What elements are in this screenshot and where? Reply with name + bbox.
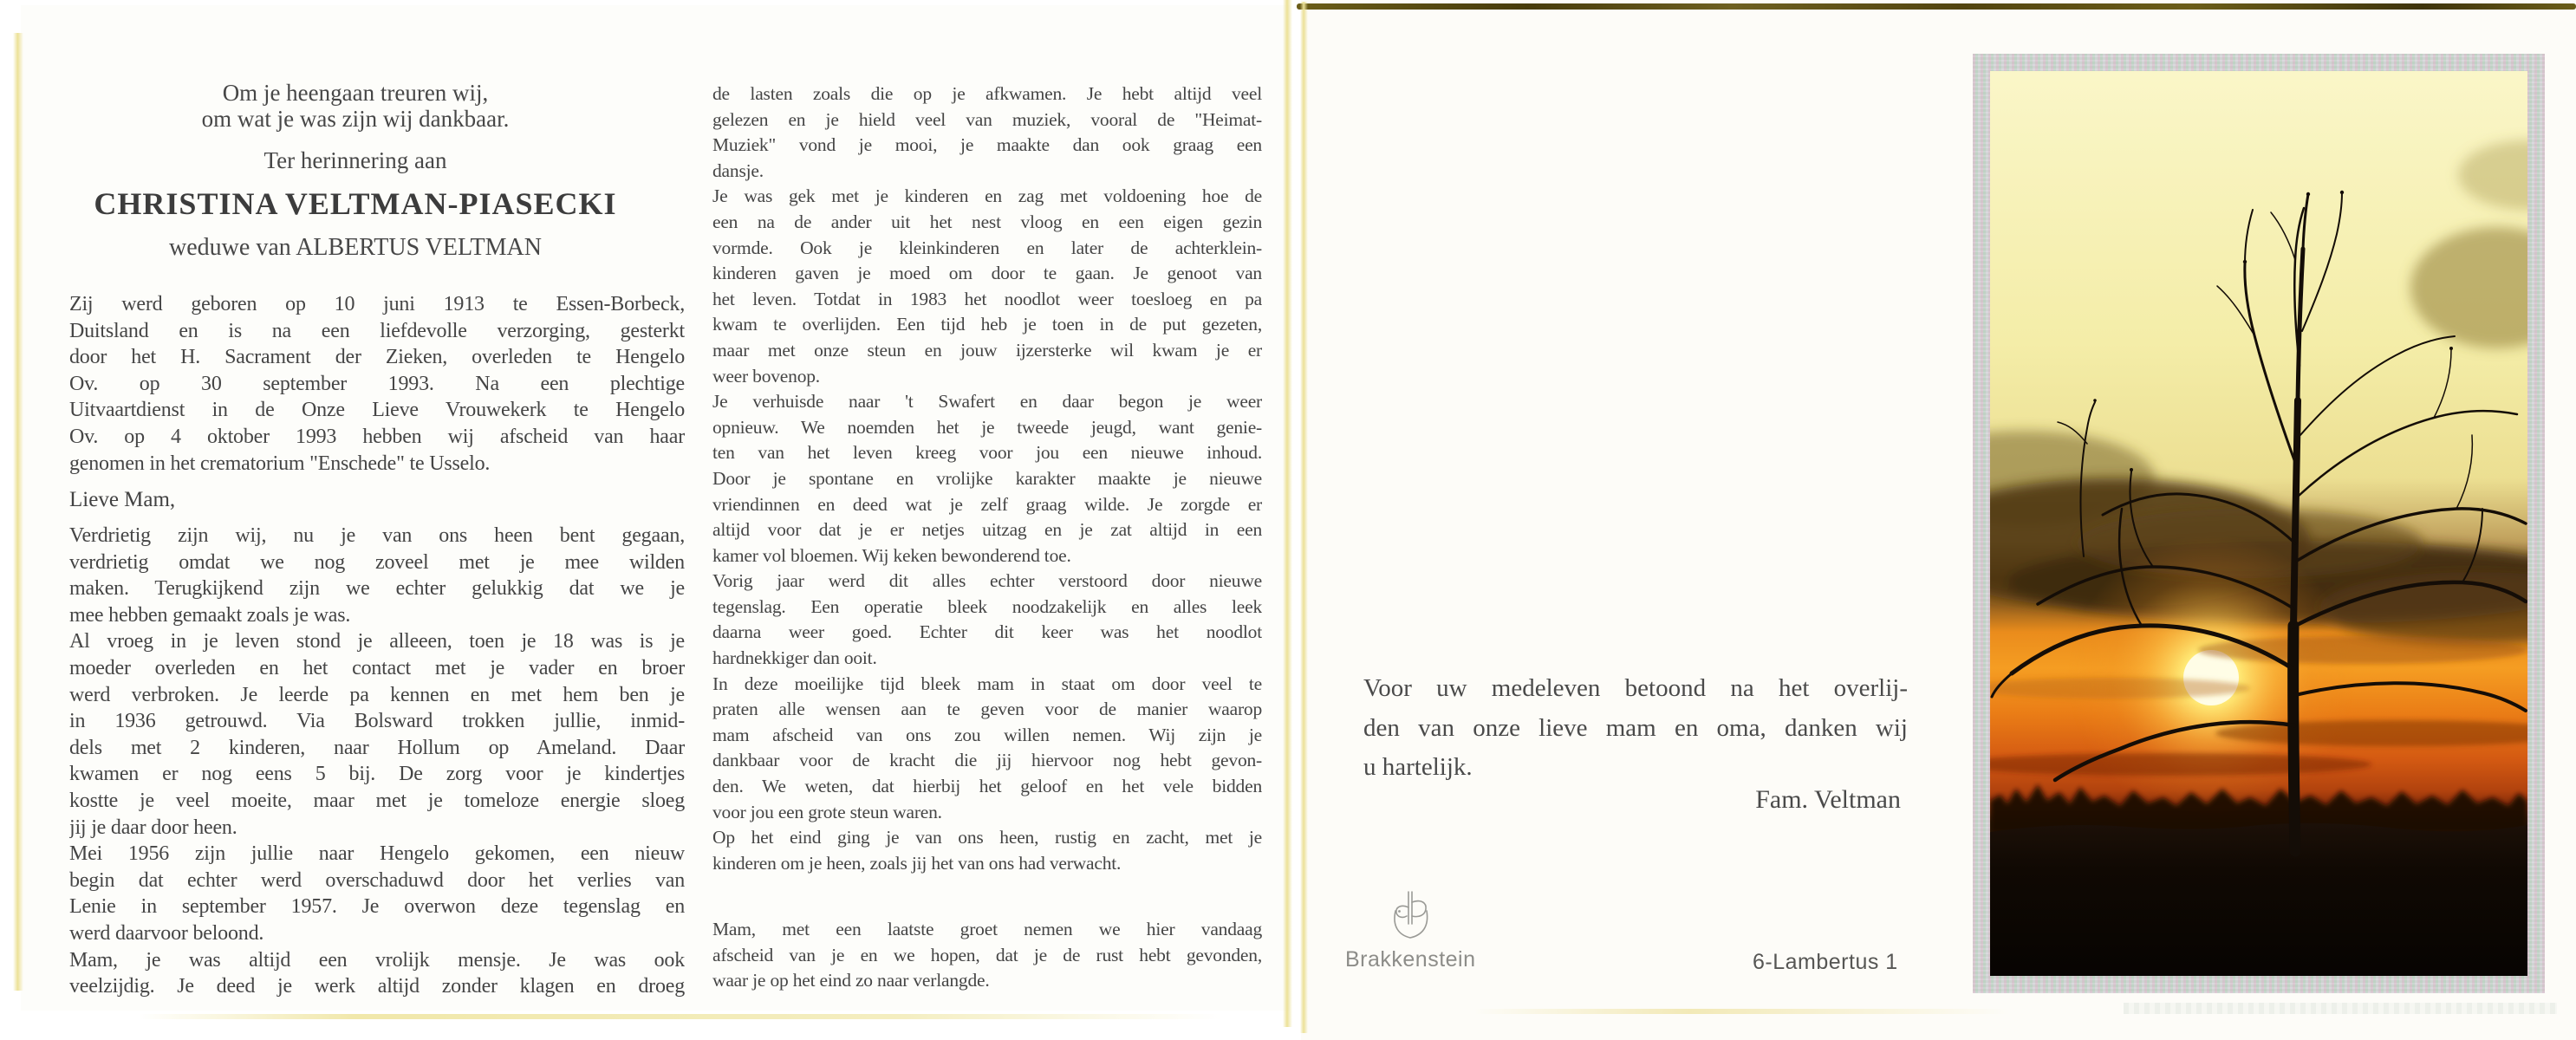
sun <box>2183 650 2239 705</box>
opening-verse-line: Om je heengaan treuren wij, <box>222 80 489 106</box>
text-line: Je verhuisde naar 't Swafert en daar begon je weer <box>712 391 1262 413</box>
text-line: dels met 2 kinderen, naar Hollum op Ameland. Daar <box>69 736 685 759</box>
text-line: Door je spontane en vrolijke karakter maakte je nieuwe <box>712 467 1262 489</box>
family-signature: Fam. Veltman <box>1755 785 1901 814</box>
series-number: 6-Lambertus 1 <box>1753 950 1898 974</box>
text-line: een na de ander uit het nest vloog en een eigen gezin <box>712 211 1262 232</box>
text-line: vormde. Ook je kleinkinderen en later de achterklein- <box>712 237 1262 258</box>
text-line: Ov. op 4 oktober 1993 hebben wij afscheid van haar <box>69 425 685 448</box>
column1-body-text <box>69 523 685 1000</box>
text-line: Al vroeg in je leven stond je alleeen, toen je 18 was is je <box>69 630 685 653</box>
text-line: tegenslag. Een operatie bleek noodzakelijk en alles leek <box>712 595 1262 617</box>
text-line: kostte je veel moeite, maar met je tomeloze energie sloeg <box>69 789 685 812</box>
text-line: Op het eind ging je van ons heen, rustig en zacht, met je <box>712 827 1262 848</box>
text-line: kwam te overlijden. Een tijd heb je toen in de put gezeten, <box>712 314 1262 335</box>
text-line: gelezen en je hield veel van muziek, vooral de "Heimat- <box>712 108 1262 130</box>
brakkenstein-logo-icon <box>1389 889 1434 943</box>
text-line: In deze moeilijke tijd bleek mam in staat om door veel te <box>712 673 1262 694</box>
text-line: den van onze lieve mam en oma, danken wij <box>1363 713 1908 742</box>
text-line: werd verbroken. Je leerde pa kennen en met hem ben je <box>69 683 685 706</box>
text-line: den. We weten, dat hierbij het geloof en het vele bidden <box>712 776 1262 797</box>
card-fold-edge <box>1283 0 1292 1027</box>
scan-artifact-band <box>2124 1003 2557 1014</box>
paragraph <box>712 917 1262 994</box>
text-line: verdrietig omdat we nog zoveel met je mee wilden <box>69 550 685 574</box>
text-line: Duitsland en is na een liefdevolle verzorging, gesterkt <box>69 319 685 342</box>
text-line: u hartelijk. <box>1363 753 1473 781</box>
paragraph <box>712 184 1262 389</box>
paragraph <box>1363 669 1908 788</box>
paragraph <box>69 291 685 477</box>
paragraph <box>69 523 685 628</box>
text-line: mee hebben gemaakt zoals je was. <box>69 603 351 627</box>
text-line: door het H. Sacrament der Zieken, overleden te Hengelo <box>69 346 685 369</box>
text-line: Zij werd geboren op 10 juni 1913 te Essen-Borbeck, <box>69 293 685 315</box>
text-line: hardnekkiger dan ooit. <box>712 647 877 669</box>
text-line: waar je op het eind zo naar verlangde. <box>712 970 990 991</box>
text-line: Vorig jaar werd dit alles echter verstoord door nieuwe <box>712 570 1262 592</box>
text-line: het leven. Totdat in 1983 het noodlot weer toesloeg en pa <box>712 288 1262 309</box>
paragraph <box>712 389 1262 569</box>
text-line: werd daarvoor beloond. <box>69 921 264 945</box>
memorial-photo-frame <box>1973 54 2545 993</box>
text-line: voor jou een grote steun waren. <box>712 801 942 822</box>
salutation: Lieve Mam, <box>69 488 176 511</box>
text-line: dansje. <box>712 159 764 181</box>
acknowledgement-text <box>1363 669 1908 788</box>
text-line: kwamen er nog eens 5 bij. De zorg voor je kindertjes <box>69 763 685 786</box>
sunset-photo <box>1990 71 2527 976</box>
text-line: Mei 1956 zijn jullie naar Hengelo gekomen, een nieuw <box>69 842 685 866</box>
text-line: Verdrietig zijn wij, nu je van ons heen bent gegaan, <box>69 524 685 547</box>
text-line: Voor uw medeleven betoond na het overlij- <box>1363 674 1908 702</box>
text-line: de lasten zoals die op je afkwamen. Je hebt altijd veel <box>712 83 1262 104</box>
text-line: Mam, je was altijd een vrolijk mensje. Je was ook <box>69 948 685 972</box>
text-line: afscheid van je en we hopen, dat je de rust hebt gevonden, <box>712 944 1262 965</box>
text-line: Je was gek met je kinderen en zag met voldoening hoe de <box>712 185 1262 207</box>
opening-verse-line: om wat je was zijn wij dankbaar. <box>201 106 510 132</box>
paragraph <box>712 825 1262 876</box>
text-line: praten alle wensen aan te geven voor de manier waarop <box>712 699 1262 720</box>
memoriam-label: Ter herinnering aan <box>263 147 447 173</box>
paragraph <box>69 841 685 946</box>
text-line: opnieuw. We noemden het je tweede jeugd, want genie- <box>712 416 1262 438</box>
text-line: kinderen gaven je moed om door te gaan. Je genoot van <box>712 263 1262 284</box>
text-line: Ov. op 30 september 1993. Na een plechtige <box>69 372 685 395</box>
paragraph <box>69 628 685 841</box>
text-line: dankbaar voor de kracht die jij hiervoor nog hebt gevon- <box>712 750 1262 771</box>
deceased-name: CHRISTINA VELTMAN-PIASECKI <box>94 186 617 221</box>
foreground-silhouette <box>1990 823 2527 976</box>
text-line: genomen in het crematorium "Enschede" te Usselo. <box>69 452 491 475</box>
card-fold-edge-back <box>1300 2 1308 1033</box>
scan-artifact-line <box>1473 1009 2011 1014</box>
text-line: kamer vol bloemen. Wij keken bewonderend toe. <box>712 544 1071 566</box>
text-line: Uitvaartdienst in de Onze Lieve Vrouwekerk te Hengelo <box>69 399 685 422</box>
paragraph <box>712 672 1262 826</box>
text-line: ten van het leven kreeg voor jou een nieuwe inhoud. <box>712 442 1262 464</box>
biography-intro-paragraph <box>69 291 685 477</box>
card-edge-left <box>13 33 23 991</box>
text-line: moeder overleden en het contact met je vader en broer <box>69 656 685 679</box>
paragraph <box>712 81 1262 184</box>
text-line: vriendinnen en deed wat je zelf graag wilde. Je zorgde er <box>712 493 1262 515</box>
text-line: Mam, met een laatste groet nemen we hier vandaag <box>712 919 1262 939</box>
widow-line: weduwe van ALBERTUS VELTMAN <box>169 234 542 261</box>
text-line: daarna weer goed. Echter dit keer was het noodlot <box>712 621 1262 643</box>
text-line: weer bovenop. <box>712 365 820 387</box>
text-line: maar met onze steun en jouw ijzersterke wil kwam je er <box>712 339 1262 361</box>
paragraph <box>69 947 685 1000</box>
card-edge-bottom <box>139 1014 1222 1019</box>
column2-body-text <box>712 81 1262 876</box>
text-line: altijd voor dat je er netjes uitzag en je zat altijd in een <box>712 519 1262 541</box>
text-line: jij je daar door heen. <box>69 816 237 839</box>
text-line: Muziek" vond je mooi, je maakte dan ook graag een <box>712 134 1262 156</box>
text-line: Lenie in september 1957. Je overwon deze tegenslag en <box>69 895 685 919</box>
closing-paragraph <box>712 917 1262 994</box>
card-edge-top-line <box>1297 3 2576 10</box>
paragraph <box>712 569 1262 671</box>
text-line: mam afscheid van ons zou willen nemen. Wij zijn je <box>712 724 1262 745</box>
text-line: begin dat echter werd overschaduwd door het verlies van <box>69 868 685 892</box>
publisher-name: Brakkenstein <box>1345 947 1476 972</box>
text-line: veelzijdig. Je deed je werk altijd zonder klagen en droeg <box>69 975 685 998</box>
text-line: maken. Terugkijkend zijn we echter gelukkig dat we je <box>69 577 685 601</box>
text-line: in 1936 getrouwd. Via Bolsward trokken jullie, inmid- <box>69 710 685 733</box>
text-line: kinderen om je heen, zoals jij het van ons had verwacht. <box>712 852 1122 874</box>
